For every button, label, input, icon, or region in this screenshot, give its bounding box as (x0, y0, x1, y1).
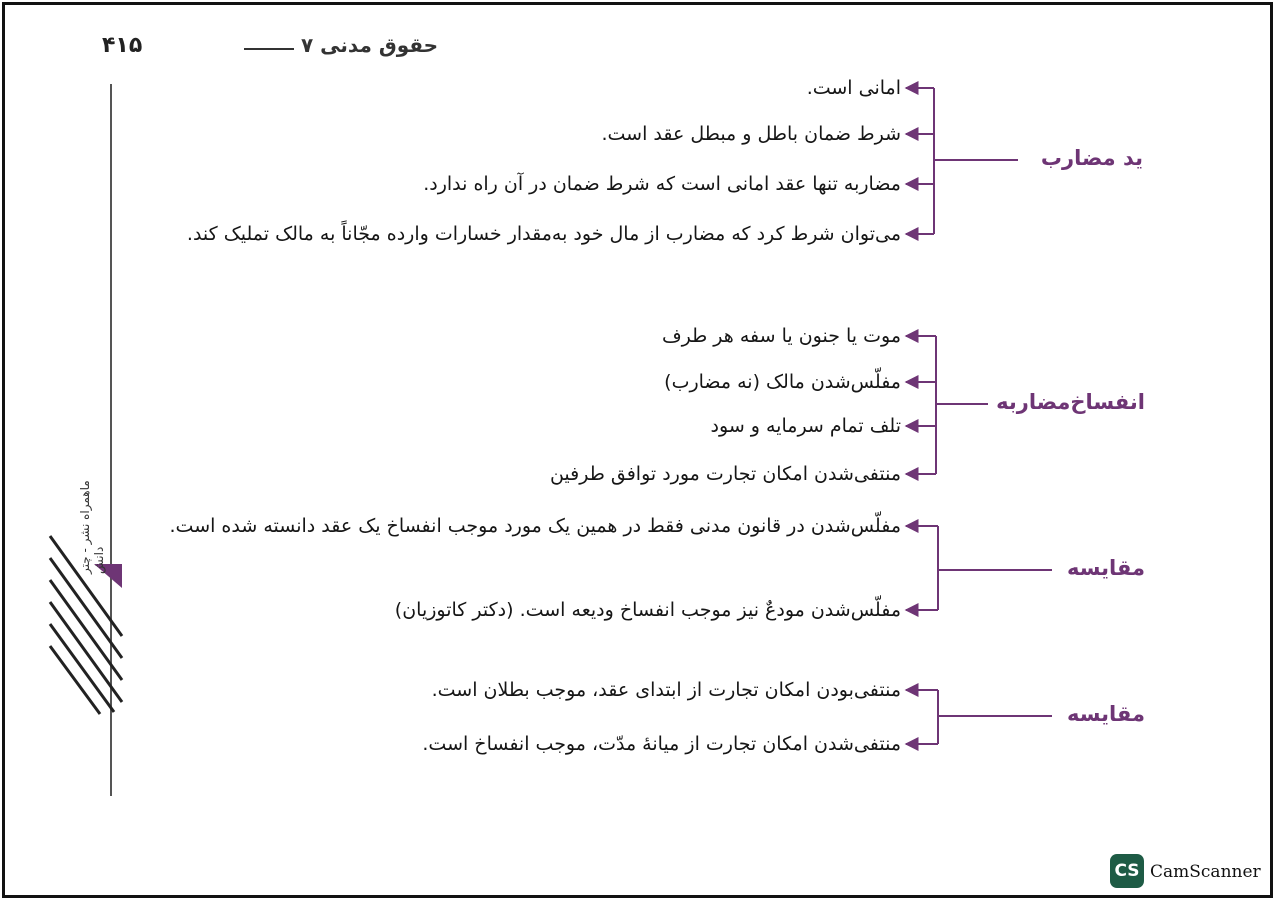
label-yad-mozareb: ید مضارب (1040, 146, 1143, 170)
item-1-2: شرط ضمان باطل و مبطل عقد است. (601, 123, 901, 145)
item-2-4: منتفی‌شدن امکان تجارت مورد توافق طرفین (549, 463, 901, 485)
label-moghayese-1: مقایسه (1067, 556, 1145, 580)
item-3-1: مفلّس‌شدن در قانون مدنی فقط در همین یک مورد موجب انفساخ یک عقد دانسته شده است. (169, 515, 901, 537)
item-3-2: مفلّس‌شدن مودعٌ نیز موجب انفساخ ودیعه است. (دکتر کاتوزیان) (394, 599, 901, 621)
item-4-1: منتفی‌بودن امکان تجارت از ابتدای عقد، موجب بطلان است. (431, 679, 901, 701)
item-2-2: مفلّس‌شدن مالک (نه مضارب) (664, 371, 901, 393)
item-1-3: مضاربه تنها عقد امانی است که شرط ضمان در آن راه ندارد. (423, 173, 901, 195)
item-1-1: امانی است. (806, 77, 901, 99)
item-4-2: منتفی‌شدن امکان تجارت از میانهٔ مدّت، موجب انفساخ است. (422, 733, 901, 755)
item-1-4: می‌توان شرط کرد که مضارب از مال خود به‌مقدار خسارات وارده مجّاناً به مالک تملیک کند. (186, 223, 901, 245)
label-enfesakh: انفساخ‌مضاربه (996, 390, 1145, 414)
camscanner-brand: CamScanner (1150, 862, 1261, 882)
book-title: حقوق مدنی ۷ (301, 33, 439, 57)
label-moghayese-2: مقایسه (1067, 702, 1145, 726)
page-number: ۴۱۵ (102, 33, 143, 58)
item-2-1: موت یا جنون یا سفه هر طرف (661, 325, 901, 347)
item-2-3: تلف تمام سرمایه و سود (710, 415, 901, 437)
seal-text: ماهمراه نشر - چتر دانش (78, 480, 106, 574)
camscanner-logo-icon: CS (1110, 854, 1144, 888)
